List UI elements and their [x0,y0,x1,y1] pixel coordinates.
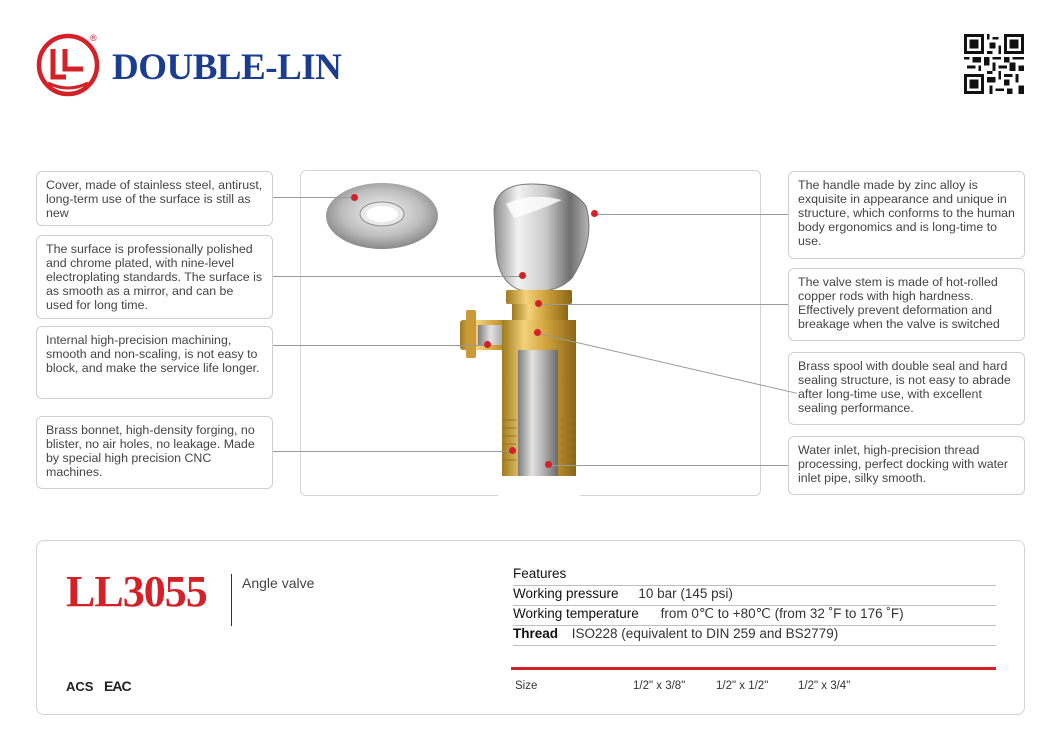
marker-dot-handle [591,210,598,217]
marker-dot-bonnet [509,447,516,454]
callout-water-inlet: Water inlet, high-precision thread processing, perfect docking with water inlet pipe, silky smooth. [788,436,1025,495]
size-option: 1/2" x 1/2" [716,680,769,692]
size-label: Size [515,680,538,692]
feature-key: Thread [513,626,559,641]
features-title-text: Features [513,566,567,581]
eac-cert: EAC [104,678,131,694]
feature-key: Working temperature [513,606,639,621]
size-option: 1/2" x 3/4" [798,680,851,692]
accent-rule [511,667,996,670]
feature-row [513,626,996,646]
brand-name: DOUBLE-LIN [112,47,342,88]
features-title [513,566,996,586]
callout-cover: Cover, made of stainless steel, antirust, long-term use of the surface is still as new [36,171,273,226]
marker-dot-cover [351,194,358,201]
callout-handle: The handle made by zinc alloy is exquisite in appearance and unique in structure, which conforms to the human body ergonomics and is long-time to use. [788,171,1025,259]
leader-line-inlet [550,465,788,466]
qr-code-icon [964,34,1024,94]
callout-brass-bonnet: Brass bonnet, high-density forging, no blister, no air holes, no leakage. Made by special high precision CNC machines. [36,416,273,489]
feature-key: Working pressure [513,586,619,601]
leader-line-surface [273,276,523,277]
leader-line-cover [273,197,355,198]
feature-row [513,586,996,606]
callout-internal-machining: Internal high-precision machining, smooth and non-scaling, is not easy to block, and make the service life longer. [36,326,273,399]
leader-line-handle [597,214,788,215]
marker-dot-internal [484,341,491,348]
feature-value: ISO228 (equivalent to DIN 259 and BS2779) [571,626,839,641]
leader-line-internal [273,345,488,346]
marker-dot-spool [534,329,541,336]
angle-valve-illustration [300,170,761,496]
divider [231,574,232,626]
acs-cert: ACS [66,679,94,694]
callout-brass-spool: Brass spool with double seal and hard sealing structure, is not easy to abrade after long-time use, with excellent sealing performance. [788,352,1025,425]
registered-mark: ® [90,33,97,43]
feature-row [513,606,996,626]
leader-line-bonnet [273,451,513,452]
callout-surface: The surface is professionally polished and chrome plated, with nine-level electroplating standards. The surface is as smooth as a mirror, and can be used for long time. [36,235,273,319]
marker-dot-surface [519,272,526,279]
marker-dot-stem [535,300,542,307]
feature-value: from 0℃ to +80℃ (from 32 ˚F to 176 ˚F) [660,606,904,621]
model-number: LL3055 [66,567,207,616]
callout-valve-stem: The valve stem is made of hot-rolled copper rods with high hardness. Effectively prevent deformation and breakage when the valve is switched [788,268,1025,341]
size-option: 1/2" x 3/8" [633,680,686,692]
product-type: Angle valve [242,575,315,591]
leader-line-stem [540,304,788,305]
feature-value: 10 bar (145 psi) [638,586,733,601]
marker-dot-inlet [545,461,552,468]
